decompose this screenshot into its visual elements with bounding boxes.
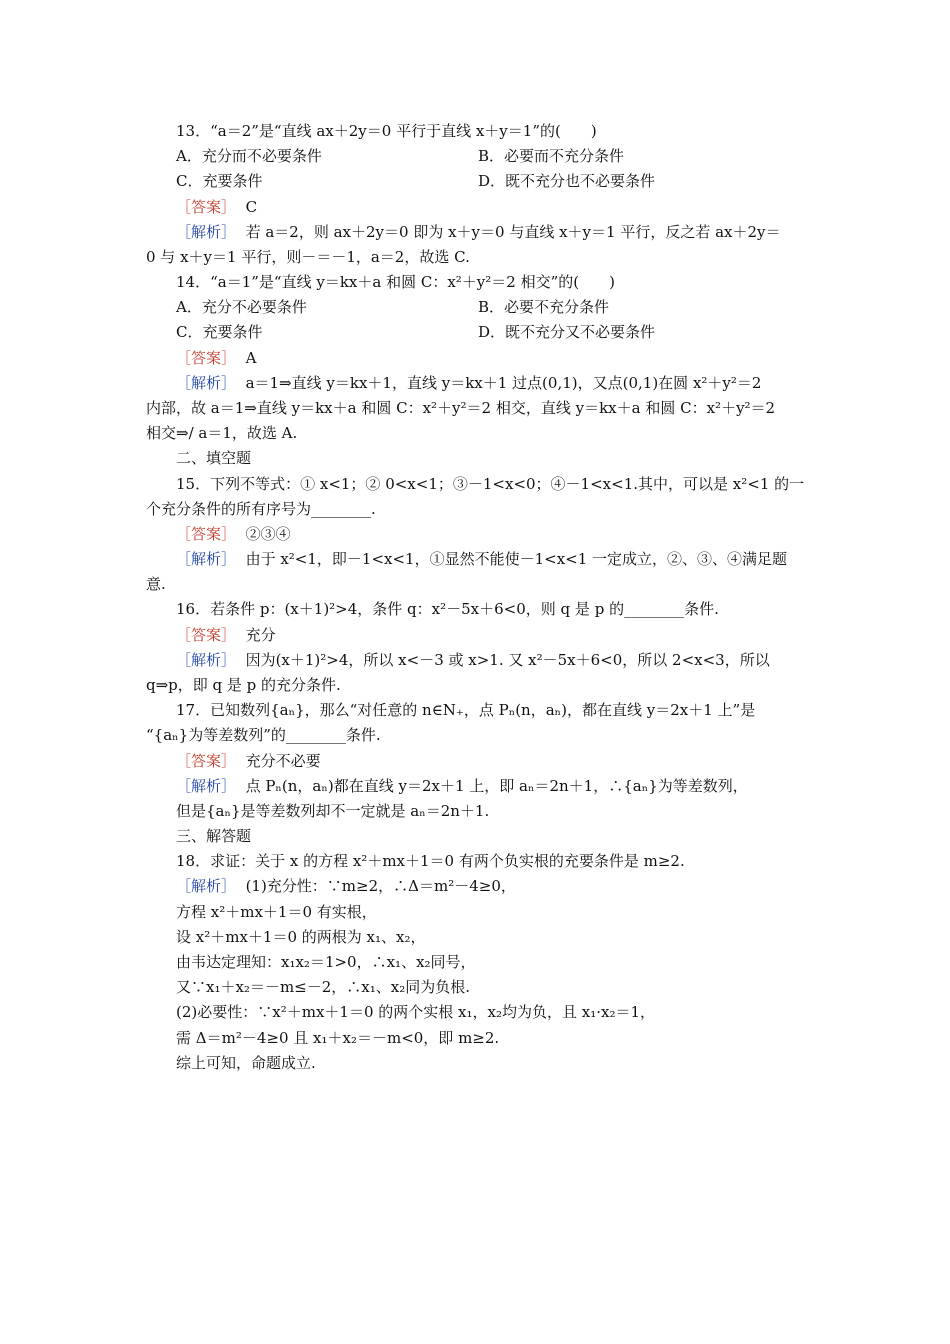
q13-options-row1 xyxy=(176,144,840,169)
q18-analysis-line3: 设 x²＋mx＋1＝0 的两根为 x₁、x₂， xyxy=(176,928,426,946)
section-heading-fill-in: 二、填空题 xyxy=(176,449,252,467)
q18-analysis-line2: 方程 x²＋mx＋1＝0 有实根， xyxy=(176,903,377,921)
analysis-tag: ［解析］ xyxy=(176,651,237,669)
answer-value: 充分不必要 xyxy=(245,752,321,770)
analysis-tag: ［解析］ xyxy=(176,777,237,795)
q15-answer xyxy=(176,522,840,547)
q14-options-row2 xyxy=(176,320,840,345)
q15-stem-line1: 15．下列不等式：① x<1；② 0<x<1；③－1<x<0；④－1<x<1.其中，可以是 x²<1 的一 xyxy=(176,475,805,493)
analysis-tag: ［解析］ xyxy=(176,550,237,568)
q14-option-a: A．充分不必要条件 xyxy=(176,298,307,316)
q17-analysis-line2: 但是{aₙ}是等差数列却不一定就是 aₙ＝2n＋1. xyxy=(176,802,490,820)
q14-analysis-line1 xyxy=(176,371,840,396)
analysis-text: (1)充分性：∵m≥2，∴Δ＝m²－4≥0， xyxy=(245,877,516,895)
q13-option-a: A．充分而不必要条件 xyxy=(176,147,322,165)
q14-option-c: C．充要条件 xyxy=(176,323,263,341)
q18-analysis-line6: (2)必要性：∵x²＋mx＋1＝0 的两个实根 x₁，x₂均为负，且 x₁·x₂＝1， xyxy=(176,1003,655,1021)
q18-analysis-line1 xyxy=(176,874,840,899)
q16-analysis-line2: q⇒p，即 q 是 p 的充分条件. xyxy=(146,676,341,694)
q15-stem-line2: 个充分条件的所有序号为________. xyxy=(146,500,376,518)
q18-analysis-line5: 又∵x₁＋x₂＝－m≤－2，∴x₁、x₂同为负根. xyxy=(176,978,470,996)
q13-answer xyxy=(176,195,840,220)
answer-value: C xyxy=(245,198,258,216)
q15-analysis-line2: 意. xyxy=(146,575,166,593)
analysis-text: 点 Pₙ(n，aₙ)都在直线 y＝2x＋1 上，即 aₙ＝2n＋1，∴{aₙ}为等差数列， xyxy=(245,777,748,795)
q17-analysis-line1 xyxy=(176,774,840,799)
q15-analysis-line1 xyxy=(176,547,840,572)
q18-analysis-line8: 综上可知，命题成立. xyxy=(176,1054,316,1072)
analysis-tag: ［解析］ xyxy=(176,374,237,392)
answer-tag: ［答案］ xyxy=(176,349,237,367)
answer-tag: ［答案］ xyxy=(176,626,237,644)
q14-option-b: B．必要不充分条件 xyxy=(478,298,610,316)
q14-analysis-line3: 相交⇒/ a＝1，故选 A. xyxy=(146,424,298,442)
analysis-text: 因为(x＋1)²>4，所以 x<－3 或 x>1. 又 x²－5x＋6<0，所以 2<x<3，所以 xyxy=(245,651,770,669)
answer-tag: ［答案］ xyxy=(176,198,237,216)
q13-analysis-line2: 0 与 x＋y＝1 平行，则－＝－1，a＝2，故选 C. xyxy=(146,248,470,266)
q17-answer xyxy=(176,749,840,774)
q14-options-row1 xyxy=(176,295,840,320)
analysis-text: a＝1⇒直线 y＝kx＋1，直线 y＝kx＋1 过点(0,1)，又点(0,1)在圆 x²＋y²＝2 xyxy=(245,374,762,392)
q14-stem: 14．“a＝1”是“直线 y＝kx＋a 和圆 C：x²＋y²＝2 相交”的( ) xyxy=(176,273,615,291)
q13-analysis-line1 xyxy=(176,220,810,245)
analysis-text: 由于 x²<1，即－1<x<1，①显然不能使－1<x<1 一定成立，②、③、④满足题 xyxy=(245,550,788,568)
answer-tag: ［答案］ xyxy=(176,752,237,770)
q13-option-d: D．既不充分也不必要条件 xyxy=(478,172,656,190)
q16-answer xyxy=(176,623,840,648)
answer-value: A xyxy=(245,349,257,367)
analysis-tag: ［解析］ xyxy=(176,877,237,895)
q13-options-row2 xyxy=(176,169,840,194)
answer-tag: ［答案］ xyxy=(176,525,237,543)
answer-value: ②③④ xyxy=(245,525,291,543)
q18-analysis-line4: 由韦达定理知：x₁x₂＝1>0，∴x₁、x₂同号， xyxy=(176,953,476,971)
analysis-tag: ［解析］ xyxy=(176,223,237,241)
answer-value: 充分 xyxy=(245,626,276,644)
q16-analysis-line1 xyxy=(176,648,840,673)
q18-analysis-line7: 需 Δ＝m²－4≥0 且 x₁＋x₂＝－m<0，即 m≥2. xyxy=(176,1029,500,1047)
q14-analysis-line2: 内部，故 a＝1⇒直线 y＝kx＋a 和圆 C：x²＋y²＝2 相交，直线 y＝kx＋a 和圆 C：x²＋y²＝2 xyxy=(146,399,776,417)
q17-stem-line1: 17．已知数列{aₙ}，那么“对任意的 n∈N₊，点 Pₙ(n，aₙ)，都在直线 y＝2x＋1 上”是 xyxy=(176,701,756,719)
q13-option-c: C．充要条件 xyxy=(176,172,263,190)
q17-stem-line2: “{aₙ}为等差数列”的________条件. xyxy=(146,726,381,744)
q13-option-b: B．必要而不充分条件 xyxy=(478,147,625,165)
section-heading-solve: 三、解答题 xyxy=(176,827,252,845)
q16-stem: 16．若条件 p：(x＋1)²>4，条件 q：x²－5x＋6<0，则 q 是 p 的________条件. xyxy=(176,600,719,618)
q18-stem: 18．求证：关于 x 的方程 x²＋mx＋1＝0 有两个负实根的充要条件是 m≥2. xyxy=(176,852,685,870)
q14-answer xyxy=(176,346,840,371)
analysis-text: 若 a＝2，则 ax＋2y＝0 即为 x＋y＝0 与直线 x＋y＝1 平行，反之若 ax＋2y＝ xyxy=(245,223,781,241)
q13-stem: 13．“a＝2”是“直线 ax＋2y＝0 平行于直线 x＋y＝1”的( ) xyxy=(176,122,597,140)
q14-option-d: D．既不充分又不必要条件 xyxy=(478,323,656,341)
